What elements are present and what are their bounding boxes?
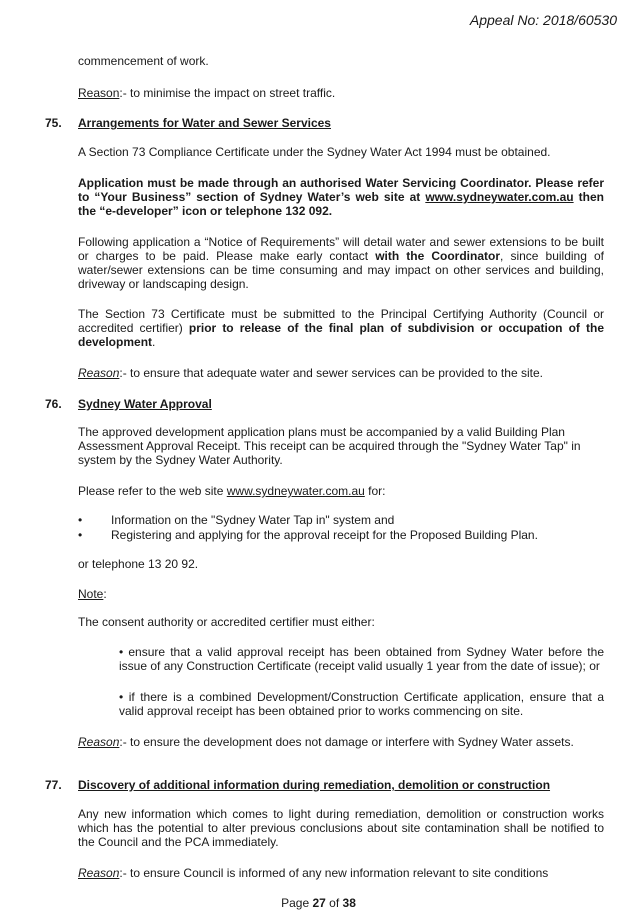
s75-paragraph-1: A Section 73 Compliance Certificate under the Sydney Water Act 1994 must be obtained.: [78, 145, 551, 159]
section-77-title: Discovery of additional information during remediation, demolition or construction: [78, 778, 551, 792]
page-number: [0, 896, 637, 910]
appeal-number: Appeal No: 2018/60530: [469, 12, 617, 28]
reason-text: :- to ensure that adequate water and sewer services can be provided to the site.: [119, 366, 543, 380]
s76-phone: or telephone 13 20 92.: [78, 557, 199, 571]
list-item: Registering and applying for the approval receipt for the Proposed Building Plan.: [111, 528, 538, 542]
note-label: Note: [78, 587, 104, 601]
s76-reason: [78, 735, 604, 749]
continuation-text: commencement of work.: [78, 54, 209, 68]
s75-p4-bold: prior to release of the final plan of subdivision or occupation of the development: [78, 321, 605, 349]
note-suffix: :: [103, 587, 107, 601]
s76-either-1: • ensure that a valid approval receipt has been obtained from Sydney Water before the issue of any Construction Certificate (receipt valid usually 1 year from the date of issue); or: [119, 645, 604, 673]
s75-p4-text: The Section 73 Certificate must be submitted to the Principal Certifying Authority (Council or accredited certifier): [78, 307, 604, 335]
reason-label: Reason: [78, 735, 120, 749]
sydney-water-link[interactable]: www.sydneywater.com.au: [425, 190, 574, 204]
list-item: Information on the "Sydney Water Tap in" system and: [111, 513, 395, 527]
reason-label: Reason: [78, 366, 120, 380]
s75-p4-end: .: [152, 335, 156, 349]
bullet-icon: •: [78, 528, 83, 542]
bullet-icon: •: [78, 513, 83, 527]
s77-paragraph-1: Any new information which comes to light during remediation, demolition or construction works which has the potential to alter previous conclusions about site contamination shall be notified to the Council and the PCA immediately.: [78, 807, 604, 849]
s77-reason: [78, 866, 604, 880]
section-75-title: Arrangements for Water and Sewer Services: [78, 116, 331, 130]
s75-paragraph-3: [78, 235, 604, 291]
s75-paragraph-4: [78, 307, 604, 349]
s75-reason: [78, 366, 604, 380]
s75-p3-text: Following application a “Notice of Requirements” will detail water and sewer extensions to be built or charges to be paid. Please make early contact: [78, 235, 604, 263]
reason-text: :- to ensure the development does not damage or interfere with Sydney Water assets.: [119, 735, 574, 749]
s75-p2-text: Application must be made through an authorised Water Servicing Coordinator. Please refer to “Your Business” section of Sydney Water’s web site at: [78, 176, 604, 204]
page-total: 38: [342, 896, 356, 910]
s76-note: [78, 587, 604, 601]
sydney-water-link[interactable]: www.sydneywater.com.au: [226, 484, 365, 498]
s76-p2-text-end: for:: [364, 484, 386, 498]
reason-text: :- to ensure Council is informed of any new information relevant to site conditions: [119, 866, 549, 880]
reason-label: Reason: [78, 86, 120, 100]
section-75-number: 75.: [45, 116, 62, 130]
page-of: of: [325, 896, 343, 910]
section-76-title: Sydney Water Approval: [78, 397, 212, 411]
s76-paragraph-1: The approved development application plans must be accompanied by a valid Building Plan Assessment Approval Receipt. This receipt can be acquired through the "Sydney Water Tap" in system by the Sydney Water Authority.: [78, 425, 581, 467]
s76-either-2: • if there is a combined Development/Construction Certificate application, ensure that a valid approval receipt has been obtained prior to works commencing on site.: [119, 690, 604, 718]
reason-text: :- to minimise the impact on street traffic.: [119, 86, 336, 100]
s75-p3-bold: with the Coordinator: [375, 249, 501, 263]
reason-label: Reason: [78, 866, 120, 880]
page-current: 27: [312, 896, 326, 910]
s76-consent: The consent authority or accredited certifier must either:: [78, 615, 375, 629]
s75-p3-text-end: , since building of water/sewer extensions can be time consuming and may impact on other services and building, driveway or landscaping design.: [78, 249, 604, 291]
s75-p2-text-end: then the “e-developer” icon or telephone 132 092.: [78, 190, 604, 218]
s76-p2-text: Please refer to the web site: [78, 484, 227, 498]
reason-top: [78, 86, 604, 100]
s76-paragraph-2: [78, 484, 604, 498]
page-prefix: Page: [281, 896, 313, 910]
section-76-number: 76.: [45, 397, 62, 411]
section-77-number: 77.: [45, 778, 62, 792]
s75-paragraph-2: [78, 176, 604, 218]
